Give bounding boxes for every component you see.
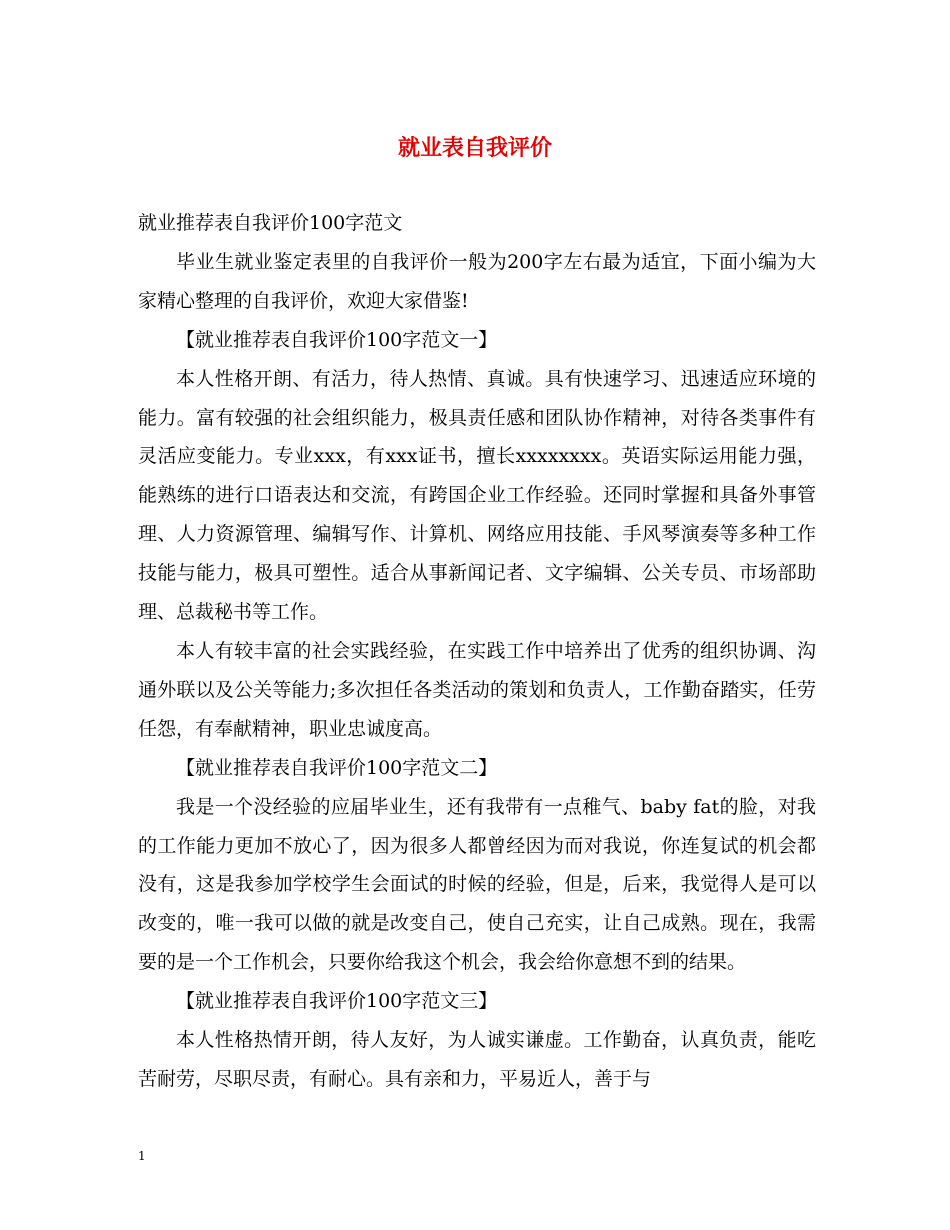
- section2-paragraph-1: 我是一个没经验的应届毕业生，还有我带有一点稚气、baby fat的脸，对我的工作能力更加不放心了，因为很多人都曾经因为而对我说，你连复试的机会都没有，这是我参加学校学生会面试的时候的经验，但是，后来，我觉得人是可以改变的，唯一我可以做的就是改变自己，使自己充实，让自己成熟。现在，我需要的是一个工作机会，只要你给我这个机会，我会给你意想不到的结果。: [138, 795, 816, 974]
- document-title: 就业表自我评价: [397, 135, 552, 161]
- section1-paragraph-1: 本人性格开朗、有活力，待人热情、真诚。具有快速学习、迅速适应环境的能力。富有较强的社会组织能力，极具责任感和团队协作精神，对待各类事件有灵活应变能力。专业xxx，有xxx证书，擅长xxxxxxxx。英语实际运用能力强，能熟练的进行口语表达和交流，有跨国企业工作经验。还同时掌握和具备外事管理、人力资源管理、编辑写作、计算机、网络应用技能、手风琴演奏等多种工作技能与能力，极具可塑性。适合从事新闻记者、文字编辑、公关专员、市场部助理、总裁秘书等工作。: [138, 367, 816, 624]
- section2-heading: 【就业推荐表自我评价100字范文二】: [176, 756, 498, 779]
- intro-paragraph: 毕业生就业鉴定表里的自我评价一般为200字左右最为适宜，下面小编为大家精心整理的自我评价，欢迎大家借鉴!: [138, 250, 816, 312]
- page-number: 1: [138, 1149, 146, 1163]
- section1-paragraph-2: 本人有较丰富的社会实践经验，在实践工作中培养出了优秀的组织协调、沟通外联以及公关等能力;多次担任各类活动的策划和负责人，工作勤奋踏实，任劳任怨，有奉献精神，职业忠诚度高。: [138, 639, 816, 740]
- document-body: [138, 204, 816, 1099]
- section3-heading: 【就业推荐表自我评价100字范文三】: [176, 990, 498, 1013]
- subtitle: 就业推荐表自我评价100字范文: [138, 212, 403, 234]
- section3-paragraph-1: 本人性格热情开朗，待人友好，为人诚实谦虚。工作勤奋，认真负责，能吃苦耐劳，尽职尽责，有耐心。具有亲和力，平易近人，善于与: [138, 1029, 816, 1090]
- section1-heading: 【就业推荐表自我评价100字范文一】: [176, 328, 498, 351]
